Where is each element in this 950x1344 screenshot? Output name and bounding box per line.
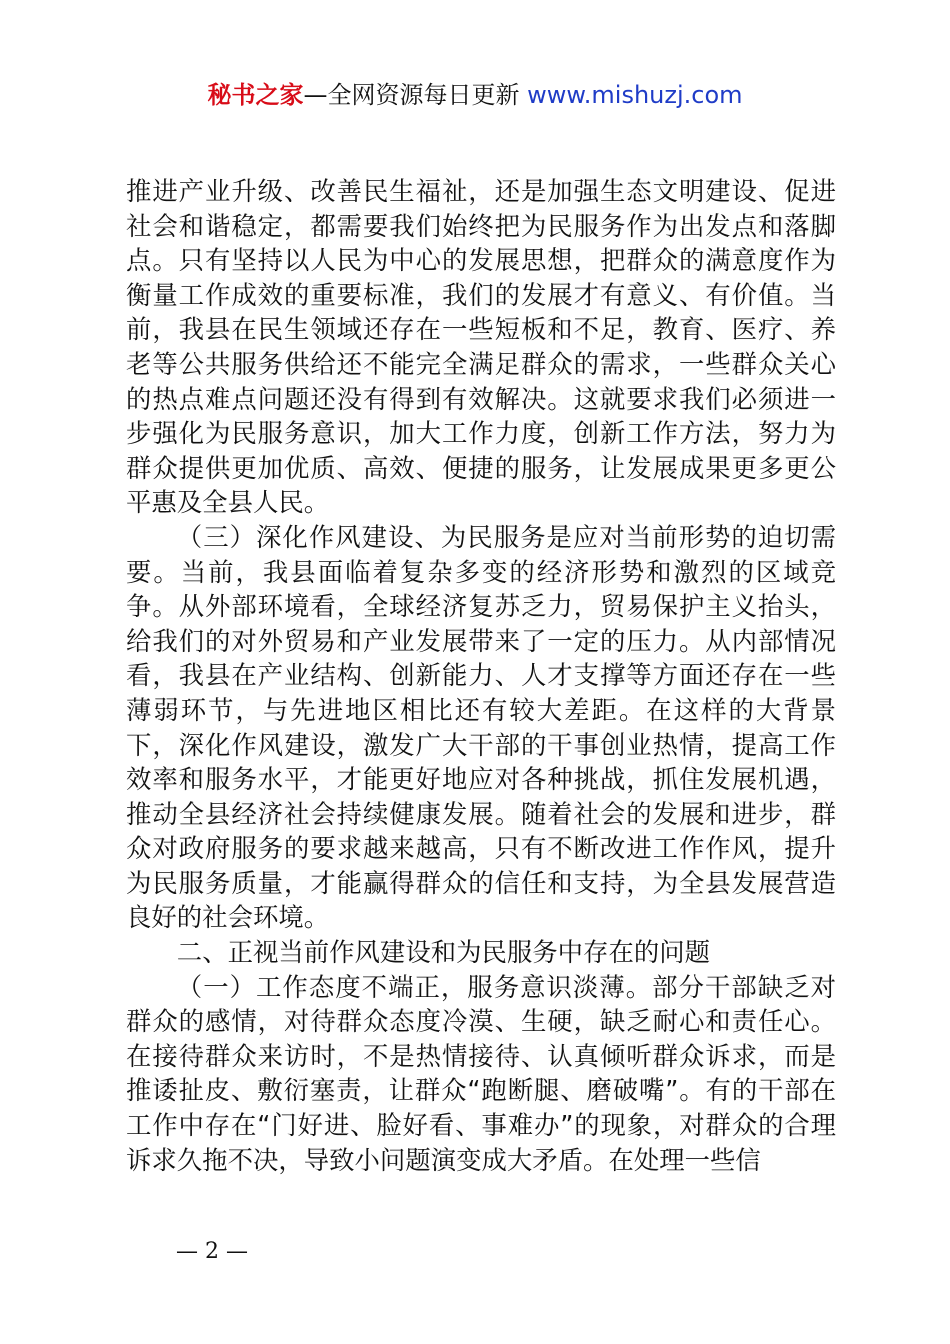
document-body [126, 174, 836, 1177]
site-tagline: 全网资源每日更新 [327, 81, 528, 109]
page-number: — 2 — [176, 1239, 248, 1264]
header-dash: — [303, 81, 328, 109]
paragraph-section-three: （三）深化作风建设、为民服务是应对当前形势的迫切需要。当前，我县面临着复杂多变的经济形势和激烈的区域竞争。从外部环境看，全球经济复苏乏力，贸易保护主义抬头，给我们的对外贸易和产业发展带来了一定的压力。从内部情况看，我县在产业结构、创新能力、人才支撑等方面还存在一些薄弱环节，与先进地区相比还有较大差距。在这样的大背景下，深化作风建设，激发广大干部的干事创业热情，提高工作效率和服务水平，才能更好地应对各种挑战，抓住发展机遇，推动全县经济社会持续健康发展。随着社会的发展和进步，群众对政府服务的要求越来越高，只有不断改进工作作风，提升为民服务质量，才能赢得群众的信任和支持，为全县发展营造良好的社会环境。 [126, 521, 836, 933]
site-brand: 秘书之家 [207, 81, 304, 109]
paragraph-subsection-one: （一）工作态度不端正，服务意识淡薄。部分干部缺乏对群众的感情，对待群众态度冷漠、生硬，缺乏耐心和责任心。在接待群众来访时，不是热情接待、认真倾听群众诉求，而是推诿扯皮、敷衍塞责，让群众“跑断腿、磨破嘴”。有的干部在工作中存在“门好进、脸好看、事难办”的现象，对群众的合理诉求久拖不决，导致小问题演变成大矛盾。在处理一些信 [126, 971, 836, 1175]
paragraph-continuation: 推进产业升级、改善民生福祉，还是加强生态文明建设、促进社会和谐稳定，都需要我们始终把为民服务作为出发点和落脚点。只有坚持以人民为中心的发展思想，把群众的满意度作为衡量工作成效的重要标准，我们的发展才有意义、有价值。当前，我县在民生领域还存在一些短板和不足，教育、医疗、养老等公共服务供给还不能完全满足群众的需求，一些群众关心的热点难点问题还没有得到有效解决。这就要求我们必须进一步强化为民服务意识，加大工作力度，创新工作方法，努力为群众提供更加优质、高效、便捷的服务，让发展成果更多更公平惠及全县人民。 [126, 176, 836, 518]
site-header [0, 78, 950, 112]
site-url-link[interactable]: www.mishuzj.com [527, 81, 743, 109]
section-heading-two: 二、正视当前作风建设和为民服务中存在的问题 [176, 937, 710, 968]
